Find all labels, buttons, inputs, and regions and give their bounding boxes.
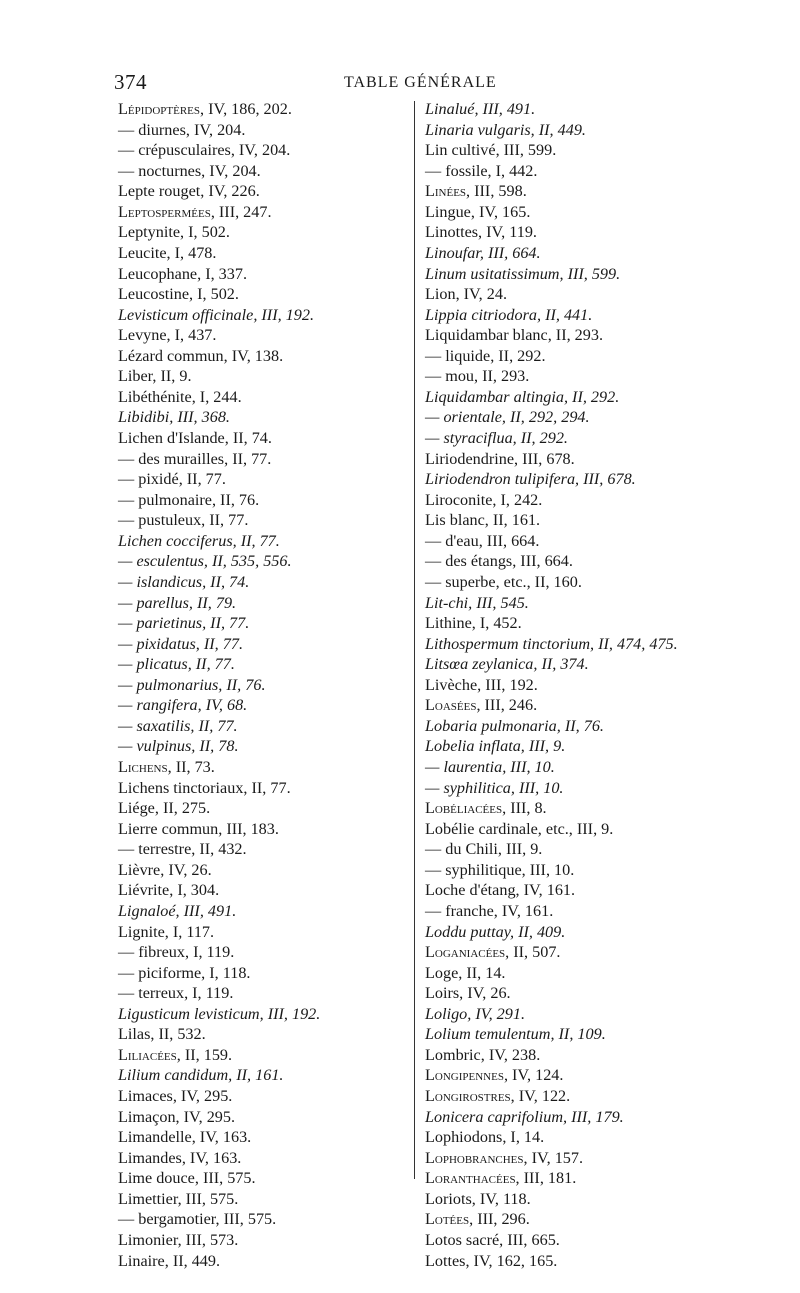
index-entry: — liquide, II, 292. xyxy=(425,346,546,365)
index-entry: Linalué, III, 491. xyxy=(425,100,536,118)
index-entry: — styraciflua, II, 292. xyxy=(425,429,568,447)
index-entry: — des étangs, III, 664. xyxy=(425,552,573,571)
index-entry: — vulpinus, II, 78. xyxy=(118,737,239,756)
index-entry: — fibreux, I, 119. xyxy=(118,943,235,962)
index-entry: Liroconite, I, 242. xyxy=(425,490,543,509)
index-entry: — mou, II, 293. xyxy=(425,367,530,386)
index-entry: — du Chili, III, 9. xyxy=(425,840,543,859)
index-entry: — d'eau, III, 664. xyxy=(425,531,540,550)
index-entry: — orientale, II, 292, 294. xyxy=(425,408,590,427)
index-entry: Liriodendron tulipifera, III, 678. xyxy=(425,470,636,489)
index-entry: Lotées, III, 296. xyxy=(425,1210,530,1229)
index-entry: Liriodendrine, III, 678. xyxy=(425,449,575,468)
index-entry: Lignaloé, III, 491. xyxy=(118,901,237,920)
index-entry: Lion, IV, 24. xyxy=(425,285,507,304)
index-entry: Lézard commun, IV, 138. xyxy=(118,346,284,365)
index-entry: Liége, II, 275. xyxy=(118,799,211,818)
index-entry: Limonier, III, 573. xyxy=(118,1230,239,1249)
index-entry: — plicatus, II, 77. xyxy=(118,655,235,674)
index-entry: Lime douce, III, 575. xyxy=(118,1169,256,1188)
index-entry: Lombric, IV, 238. xyxy=(425,1045,541,1064)
index-entry: — fossile, I, 442. xyxy=(425,161,538,180)
index-entry: Limandelle, IV, 163. xyxy=(118,1128,252,1147)
index-entry: Linoufar, III, 664. xyxy=(425,243,541,262)
index-entry: Lophobranches, IV, 157. xyxy=(425,1148,584,1167)
index-entry: Loasées, III, 246. xyxy=(425,696,538,715)
index-entry: Lignite, I, 117. xyxy=(118,922,215,941)
index-entry: Limaçon, IV, 295. xyxy=(118,1107,236,1126)
index-entry: Lingue, IV, 165. xyxy=(425,202,531,221)
index-entry: Lilium candidum, II, 161. xyxy=(118,1066,284,1085)
index-entry: Limaces, IV, 295. xyxy=(118,1087,233,1105)
index-entry: Lichen cocciferus, II, 77. xyxy=(118,531,280,550)
index-entry: Lottes, IV, 162, 165. xyxy=(425,1251,558,1270)
index-entry: Linum usitatissimum, III, 599. xyxy=(425,264,621,283)
running-head: TABLE GÉNÉRALE xyxy=(344,74,497,91)
index-entry: — laurentia, III, 10. xyxy=(425,758,555,776)
index-entry: — nocturnes, IV, 204. xyxy=(118,161,261,180)
index-entry: — syphilitica, III, 10. xyxy=(425,778,564,797)
index-entry: — piciforme, I, 118. xyxy=(118,963,251,982)
index-entry: Ligusticum levisticum, III, 192. xyxy=(118,1004,321,1023)
index-entry: Loddu puttay, II, 409. xyxy=(425,922,566,941)
index-entry: Loranthacées, III, 181. xyxy=(425,1169,577,1188)
index-entry: Leucostine, I, 502. xyxy=(118,285,239,304)
index-entry: — parietinus, II, 77. xyxy=(118,614,250,633)
index-entry: Lobelia inflata, III, 9. xyxy=(425,737,566,756)
index-entry: — pixidé, II, 77. xyxy=(118,470,226,489)
index-entry: Liber, II, 9. xyxy=(118,367,192,386)
index-entry: Linaire, II, 449. xyxy=(118,1251,221,1270)
index-entry: Libidibi, III, 368. xyxy=(118,408,230,427)
index-entry: Levisticum officinale, III, 192. xyxy=(118,305,315,324)
index-entry: Lobéliacées, III, 8. xyxy=(425,799,547,818)
index-entry: Linaria vulgaris, II, 449. xyxy=(425,120,586,139)
index-entry: Linottes, IV, 119. xyxy=(425,223,537,242)
index-entry: Leptospermées, III, 247. xyxy=(118,202,272,221)
index-entry: Loganiacées, II, 507. xyxy=(425,943,561,962)
index-entry: Liquidambar blanc, II, 293. xyxy=(425,326,604,345)
index-entry: Lichen d'Islande, II, 74. xyxy=(118,429,272,447)
index-entry: Limandes, IV, 163. xyxy=(118,1148,242,1167)
index-entry: — rangifera, IV, 68. xyxy=(118,696,248,715)
index-entry: — crépusculaires, IV, 204. xyxy=(118,141,291,160)
index-entry: — islandicus, II, 74. xyxy=(118,572,250,591)
index-entry: Loche d'étang, IV, 161. xyxy=(425,881,576,900)
index-entry: Liévrite, I, 304. xyxy=(118,881,220,900)
index-entry: Lichens tinctoriaux, II, 77. xyxy=(118,778,291,797)
index-entry: Lolium temulentum, II, 109. xyxy=(425,1025,606,1044)
index-entry: Lithospermum tinctorium, II, 474, 475. xyxy=(425,634,678,653)
index-entry: — pustuleux, II, 77. xyxy=(118,511,249,530)
index-column-left xyxy=(118,99,408,1271)
index-column-right xyxy=(425,99,755,1271)
index-entry: — diurnes, IV, 204. xyxy=(118,120,246,139)
index-entry: Lilas, II, 532. xyxy=(118,1025,206,1044)
index-entry: — syphilitique, III, 10. xyxy=(425,860,575,879)
index-entry: — bergamotier, III, 575. xyxy=(118,1210,277,1229)
index-entry: Loirs, IV, 26. xyxy=(425,984,511,1003)
index-entry: Leucite, I, 478. xyxy=(118,243,217,262)
index-entry: Limettier, III, 575. xyxy=(118,1189,239,1208)
index-entry: Lonicera caprifolium, III, 179. xyxy=(425,1107,624,1126)
index-entry: — pulmonaire, II, 76. xyxy=(118,490,260,509)
index-entry: Levyne, I, 437. xyxy=(118,326,217,345)
index-entry: — des murailles, II, 77. xyxy=(118,449,272,468)
index-entry: Liquidambar altingia, II, 292. xyxy=(425,387,620,406)
index-entry: Linées, III, 598. xyxy=(425,182,527,201)
index-entry: — esculentus, II, 535, 556. xyxy=(118,552,292,571)
index-entry: Lit-chi, III, 545. xyxy=(425,593,529,612)
index-entry: Livèche, III, 192. xyxy=(425,675,538,694)
index-entry: — pulmonarius, II, 76. xyxy=(118,675,266,694)
index-entry: Loriots, IV, 118. xyxy=(425,1189,531,1208)
index-entry: — pixidatus, II, 77. xyxy=(118,634,243,653)
index-entry: Lièvre, IV, 26. xyxy=(118,860,212,879)
index-entry: — parellus, II, 79. xyxy=(118,593,237,612)
index-entry: Leucophane, I, 337. xyxy=(118,264,248,283)
index-entry: Leptynite, I, 502. xyxy=(118,223,230,242)
index-entry: — superbe, etc., II, 160. xyxy=(425,572,582,591)
index-entry: Lippia citriodora, II, 441. xyxy=(425,305,593,324)
index-entry: Lotos sacré, III, 665. xyxy=(425,1230,560,1249)
index-entry: Loligo, IV, 291. xyxy=(425,1004,525,1023)
index-entry: Lis blanc, II, 161. xyxy=(425,511,541,530)
column-divider xyxy=(414,101,415,1179)
index-entry: Liliacées, II, 159. xyxy=(118,1045,233,1064)
index-entry: — terreux, I, 119. xyxy=(118,984,234,1003)
index-entry: Libéthénite, I, 244. xyxy=(118,387,242,406)
index-entry: Lophiodons, I, 14. xyxy=(425,1128,545,1147)
index-entry: Lithine, I, 452. xyxy=(425,614,522,633)
index-entry: — terrestre, II, 432. xyxy=(118,840,247,859)
index-entry: Lépidoptères, IV, 186, 202. xyxy=(118,100,292,118)
index-entry: Lierre commun, III, 183. xyxy=(118,819,279,838)
index-entry: Lepte rouget, IV, 226. xyxy=(118,182,260,201)
index-entry: Litsœa zeylanica, II, 374. xyxy=(425,655,589,674)
index-entry: Lobaria pulmonaria, II, 76. xyxy=(425,716,604,735)
index-entry: Longipennes, IV, 124. xyxy=(425,1066,564,1085)
index-entry: Lichens, II, 73. xyxy=(118,758,215,776)
page-number: 374 xyxy=(114,70,147,94)
index-entry: Loge, II, 14. xyxy=(425,963,506,982)
index-entry: — franche, IV, 161. xyxy=(425,901,554,920)
index-entry: Longirostres, IV, 122. xyxy=(425,1087,571,1105)
index-entry: — saxatilis, II, 77. xyxy=(118,716,238,735)
index-entry: Lobélie cardinale, etc., III, 9. xyxy=(425,819,614,838)
index-entry: Lin cultivé, III, 599. xyxy=(425,141,557,160)
